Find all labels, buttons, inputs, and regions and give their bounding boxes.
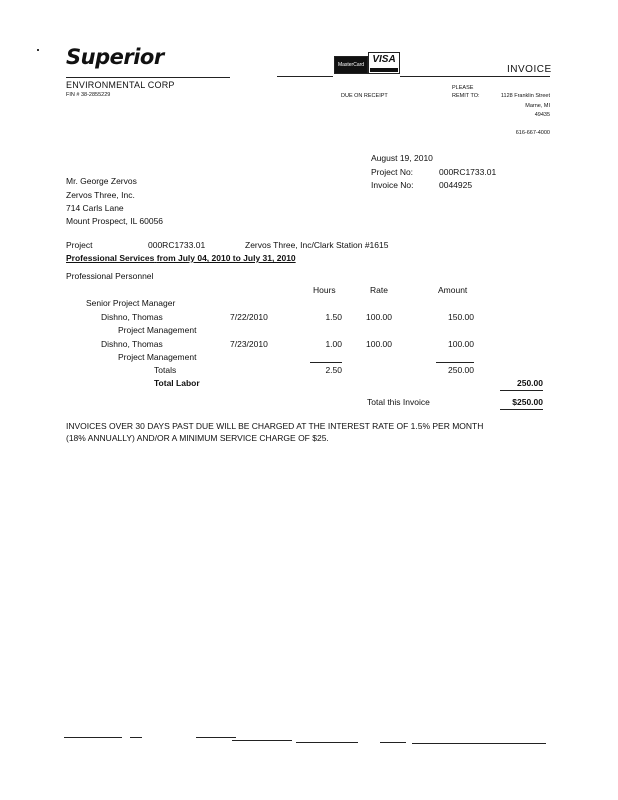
totals-hours: 2.50 xyxy=(325,365,342,375)
line-item-1-rate: 100.00 xyxy=(366,312,392,322)
remit-address-line-1: 1128 Franklin Street xyxy=(500,93,550,99)
services-heading-range: from July 04, 2010 to July 31, 2010 xyxy=(156,253,296,263)
totals-amount-rule xyxy=(436,362,474,363)
company-fein: FIN # 38-2855229 xyxy=(66,92,111,98)
invoice-date: August 19, 2010 xyxy=(371,153,433,163)
services-heading-prefix: Professional Services xyxy=(66,253,155,263)
line-item-2-amount: 100.00 xyxy=(448,339,474,349)
footer-rule-2 xyxy=(130,737,142,738)
invoice-title: INVOICE xyxy=(507,64,552,75)
bill-to-line-1: Mr. George Zervos xyxy=(66,176,137,186)
total-labor-value: 250.00 xyxy=(517,378,543,388)
visa-icon xyxy=(368,52,400,74)
line-item-2-date: 7/23/2010 xyxy=(230,339,268,349)
line-item-2-hours: 1.00 xyxy=(325,339,342,349)
totals-label: Totals xyxy=(154,365,177,375)
interest-notice-line-1: INVOICES OVER 30 DAYS PAST DUE WILL BE CHARGED AT THE INTEREST RATE OF 1.5% PER MONTH xyxy=(66,421,484,431)
project-description: Zervos Three, Inc/Clark Station #1615 xyxy=(245,240,389,250)
line-item-1-name: Dishno, Thomas xyxy=(101,312,163,322)
header-rule-left xyxy=(277,76,333,77)
role-title: Senior Project Manager xyxy=(86,298,176,308)
column-header-rate: Rate xyxy=(370,285,388,295)
visa-label: VISA xyxy=(372,54,396,65)
footer-rule-1 xyxy=(64,737,122,738)
mastercard-icon xyxy=(334,56,368,74)
project-number: 000RC1733.01 xyxy=(148,240,206,250)
logo-underline xyxy=(66,77,230,78)
line-item-1-amount: 150.00 xyxy=(448,312,474,322)
bill-to-line-2: Zervos Three, Inc. xyxy=(66,190,135,200)
line-item-2-rate: 100.00 xyxy=(366,339,392,349)
visa-strip xyxy=(370,68,398,72)
bill-to-line-4: Mount Prospect, IL 60056 xyxy=(66,216,164,226)
invoice-no-value: 0044925 xyxy=(439,180,473,190)
footer-rule-5 xyxy=(296,742,358,743)
line-item-1-hours: 1.50 xyxy=(325,312,342,322)
bill-to-line-3: 714 Carls Lane xyxy=(66,203,124,213)
remit-to-label: REMIT TO: xyxy=(452,93,480,99)
line-item-1-task: Project Management xyxy=(118,325,197,335)
invoice-no-label: Invoice No: xyxy=(371,180,414,190)
footer-rule-4 xyxy=(232,740,292,741)
header-rule-right xyxy=(400,76,550,77)
interest-notice-line-2: (18% ANNUALLY) AND/OR A MINIMUM SERVICE CHARGE OF $25. xyxy=(66,433,329,443)
please-label: PLEASE xyxy=(452,85,474,91)
footer-rule-3 xyxy=(196,737,236,738)
total-invoice-rule xyxy=(500,409,543,410)
scan-dot xyxy=(37,49,39,51)
company-phone: 616-667-4000 xyxy=(515,130,550,136)
mastercard-label: MasterCard xyxy=(337,62,365,68)
remit-address-line-3: 49435 xyxy=(534,112,550,118)
footer-rule-7 xyxy=(412,743,546,744)
column-header-hours: Hours xyxy=(313,285,336,295)
line-item-2-name: Dishno, Thomas xyxy=(101,339,163,349)
total-invoice-label: Total this Invoice xyxy=(367,397,430,407)
total-labor-label: Total Labor xyxy=(154,378,200,388)
footer-rule-6 xyxy=(380,742,406,743)
totals-amount: 250.00 xyxy=(448,365,474,375)
totals-hours-rule xyxy=(310,362,342,363)
company-subtitle: ENVIRONMENTAL CORP xyxy=(66,80,175,90)
remit-address-line-2: Marne, MI xyxy=(525,103,550,109)
project-no-label: Project No: xyxy=(371,167,414,177)
column-header-amount: Amount xyxy=(438,285,468,295)
line-item-2-task: Project Management xyxy=(118,352,197,362)
company-logo: Superior xyxy=(66,45,164,69)
total-invoice-value: $250.00 xyxy=(512,397,543,407)
section-title: Professional Personnel xyxy=(66,271,154,281)
due-on-receipt: DUE ON RECEIPT xyxy=(341,93,388,99)
line-item-1-date: 7/22/2010 xyxy=(230,312,268,322)
total-labor-rule xyxy=(500,390,543,391)
services-heading xyxy=(66,253,296,263)
project-label: Project xyxy=(66,240,93,250)
project-no-value: 000RC1733.01 xyxy=(439,167,497,177)
